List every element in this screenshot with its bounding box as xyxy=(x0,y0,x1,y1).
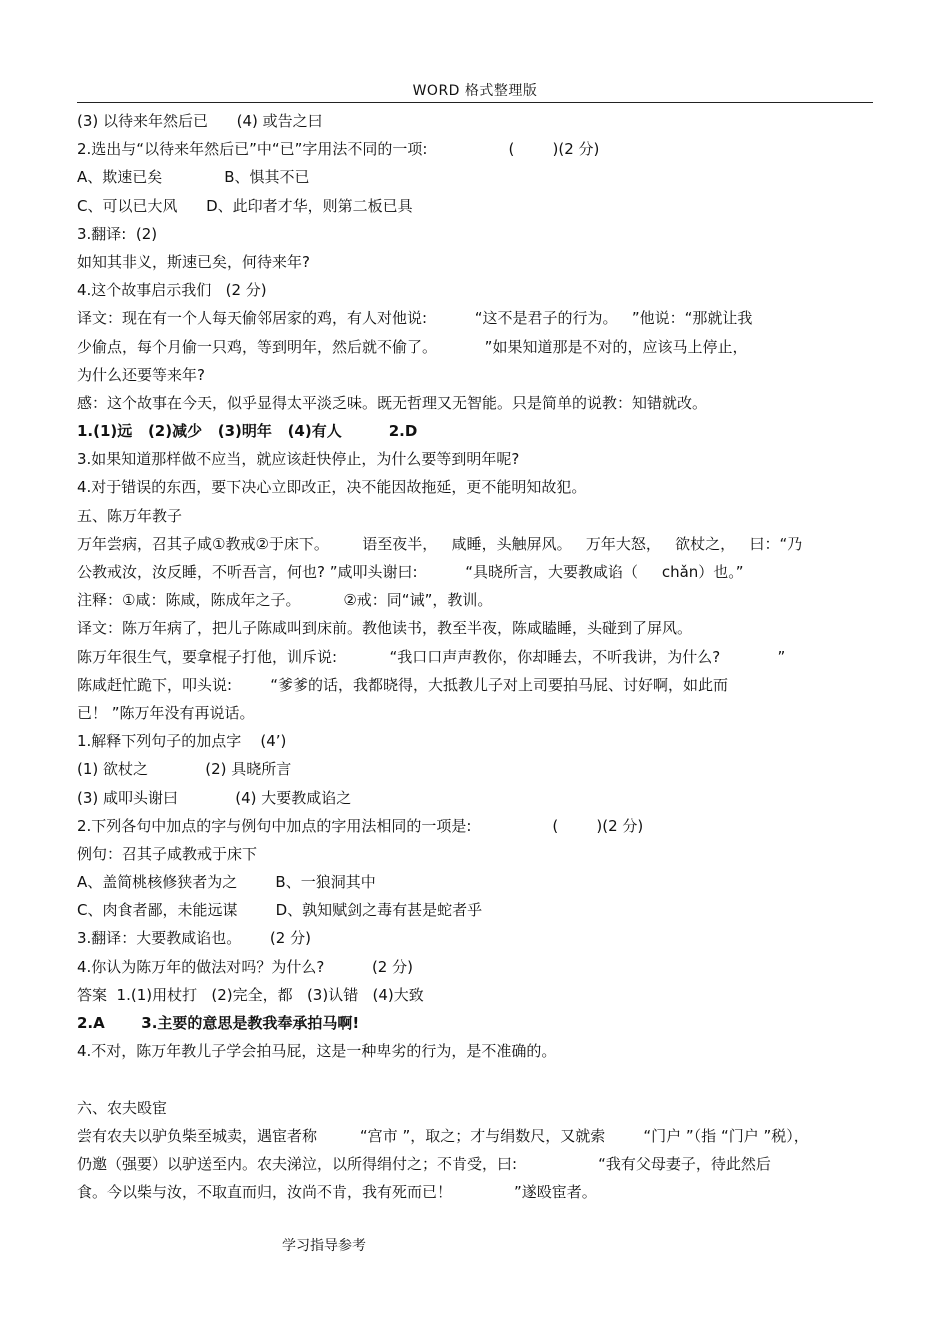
text-line: A、欺速已矣 B、惧其不已 xyxy=(77,168,310,187)
text-line: 注释：①咸：陈咸，陈成年之子。 ②戒：同“诫”，教训。 xyxy=(77,591,493,610)
text-line: 译文：现在有一个人每天偷邻居家的鸡，有人对他说: “这不是君子的行为。 ”他说：“那就让我 xyxy=(77,309,753,328)
text-line: 食。今以柴与汝，不取直而归，汝尚不肯，我有死而已！ ”遂殴宦者。 xyxy=(77,1183,597,1202)
text-line: 感：这个故事在今天，似乎显得太平淡乏味。既无哲理又无智能。只是简单的说教：知错就改。 xyxy=(77,393,708,412)
text-line: 译文：陈万年病了，把儿子陈咸叫到床前。教他读书，教至半夜，陈咸瞌睡，头碰到了屏风。 xyxy=(77,619,693,638)
answer-line: 3.如果知道那样做不应当，就应该赶快停止，为什么要等到明年呢? xyxy=(77,450,520,469)
answer-line: 答案 1.(1)用杖打 (2)完全，都 (3)认错 (4)大致 xyxy=(77,985,424,1004)
text-line: (1) 欲杖之 (2) 具晓所言 xyxy=(77,760,292,779)
text-line: 尝有农夫以驴负柴至城卖，遇宦者称 “宫市 ”，取之；才与绢数尺，又就索 “门户 ”（指 “门户 ”税）， xyxy=(77,1126,809,1145)
text-line: 已！ ”陈万年没有再说话。 xyxy=(77,703,255,722)
text-line: 4.这个故事启示我们 (2 分) xyxy=(77,281,267,300)
section-title: 六、农夫殴宦 xyxy=(77,1098,168,1117)
text-line: 陈咸赶忙跪下，叩头说: “爹爹的话，我都晓得，大抵教儿子对上司要拍马屁、讨好啊，如此而 xyxy=(77,675,728,694)
text-line: 为什么还要等来年? xyxy=(77,365,205,384)
header-rule xyxy=(77,102,873,103)
text-line: C、肉食者鄙，未能远谋 D、孰知赋剑之毒有甚是蛇者乎 xyxy=(77,901,483,920)
text-line: 1.解释下列句子的加点字 (4’) xyxy=(77,732,287,751)
page-header: WORD 格式整理版 xyxy=(412,83,538,99)
answer-line: 4.对于错误的东西，要下决心立即改正，决不能因故拖延，更不能明知故犯。 xyxy=(77,478,587,497)
answer-line: 2.A 3.主要的意思是教我奉承拍马啊! xyxy=(77,1014,360,1032)
text-line: (3) 以待来年然后已 (4) 或告之曰 xyxy=(77,112,323,130)
page-footer: 学习指导参考 xyxy=(282,1238,366,1254)
text-line: 3.翻译: (2) xyxy=(77,224,158,243)
text-line: 如知其非义，斯速已矣，何待来年? xyxy=(77,252,310,271)
text-line: 少偷点，每个月偷一只鸡，等到明年，然后就不偷了。 ”如果知道那是不对的，应该马上停止， xyxy=(77,337,748,356)
text-line: C、可以已大风 D、此印者才华，则第二板已具 xyxy=(77,196,413,215)
text-line: 仍邀（强要）以驴送至内。农夫涕泣，以所得绢付之；不肯受，曰: “我有父母妻子，待此然后 xyxy=(77,1154,771,1173)
text-line: 例句：召其子咸教戒于床下 xyxy=(77,844,258,863)
text-line: 2.选出与“以待来年然后已”中“已”字用法不同的一项: ( )(2 分) xyxy=(77,140,600,159)
blank-line xyxy=(77,1065,877,1093)
text-line: 3.翻译：大要教咸谄也。 (2 分) xyxy=(77,929,311,948)
text-line: A、盖简桃核修狭者为之 B、一狼洞其中 xyxy=(77,873,376,892)
answer-line: 1.(1)远 (2)减少 (3)明年 (4)有人 2.D xyxy=(77,422,418,441)
text-line: 公教戒汝，汝反睡，不听吾言，何也? ”咸叩头谢曰: “具晓所言，大要教咸谄（ chǎn）也。” xyxy=(77,563,744,581)
text-line: 陈万年很生气，要拿棍子打他，训斥说: “我口口声声教你，你却睡去，不听我讲，为什么? ” xyxy=(77,647,786,666)
text-line: 4.你认为陈万年的做法对吗？为什么? (2 分) xyxy=(77,957,413,976)
text-line: 2.下列各句中加点的字与例句中加点的字用法相同的一项是: ( )(2 分) xyxy=(77,816,644,835)
answer-line: 4.不对，陈万年教儿子学会拍马屁，这是一种卑劣的行为，是不准确的。 xyxy=(77,1042,557,1061)
text-line: 万年尝病，召其子咸①教戒②于床下。 语至夜半， 咸睡，头触屏风。 万年大怒， 欲杖之， 曰：“乃 xyxy=(77,534,803,553)
text-line: (3) 咸叩头谢曰 (4) 大要教咸谄之 xyxy=(77,788,352,807)
section-title: 五、陈万年教子 xyxy=(77,506,183,525)
document-body xyxy=(77,107,877,1206)
